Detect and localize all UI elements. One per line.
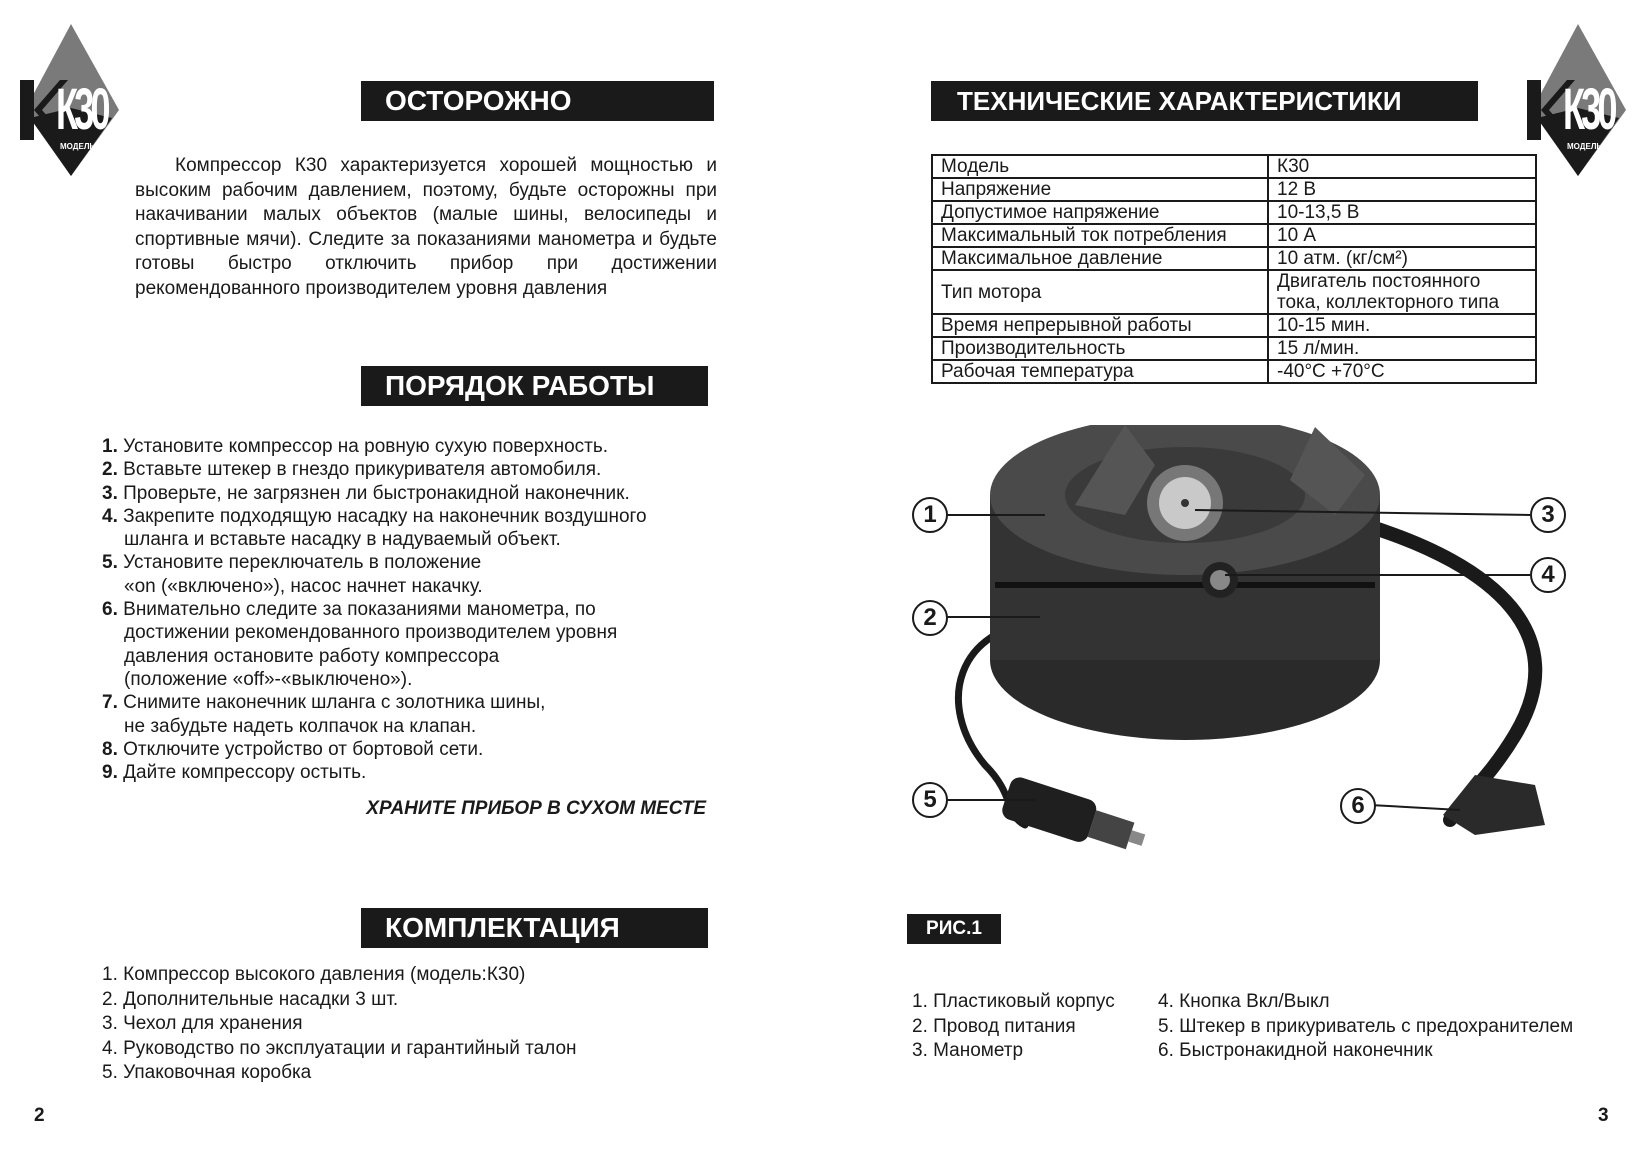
callout-5: 5: [912, 782, 948, 818]
step-number: 9.: [102, 762, 118, 784]
logo-model-label: МОДЕЛЬ: [1567, 142, 1603, 151]
spec-row: [932, 360, 1536, 383]
legend-item: 2. Провод питания: [912, 1015, 1076, 1037]
spec-label: Время непрерывной работы: [932, 314, 1268, 337]
step-number: 2.: [102, 459, 118, 481]
step-number: 7.: [102, 692, 118, 714]
procedure-step: [102, 435, 742, 458]
step-number: 5.: [102, 552, 118, 574]
logo-model-label: МОДЕЛЬ: [60, 142, 96, 151]
logo-left: [20, 20, 122, 180]
kit-item: 1. Компрессор высокого давления (модель:К30): [102, 964, 526, 985]
procedure-step: [102, 458, 742, 481]
procedure-step: [102, 761, 742, 784]
spec-value: 15 л/мин.: [1268, 337, 1536, 360]
step-line: Проверьте, не загрязнен ли быстронакидной наконечник.: [123, 482, 630, 504]
spec-value: 12 В: [1268, 178, 1536, 201]
procedure-step: [102, 482, 742, 505]
step-line: Вставьте штекер в гнездо прикуривателя автомобиля.: [123, 459, 602, 481]
step-line: (положение «off»-«выключено»).: [124, 668, 413, 690]
procedure-heading: ПОРЯДОК РАБОТЫ: [361, 366, 708, 406]
step-line: Внимательно следите за показаниями манометра, по: [123, 599, 596, 621]
callout-3: 3: [1530, 497, 1566, 533]
kit-item: 5. Упаковочная коробка: [102, 1062, 312, 1083]
callout-4: 4: [1530, 557, 1566, 593]
step-number: 4.: [102, 505, 118, 527]
spec-label: Допустимое напряжение: [932, 201, 1268, 224]
step-number: 1.: [102, 436, 118, 457]
spec-heading: ТЕХНИЧЕСКИЕ ХАРАКТЕРИСТИКИ: [931, 81, 1478, 121]
spec-value: 10-15 мин.: [1268, 314, 1536, 337]
step-line: «on («включено»), насос начнет накачку.: [124, 575, 483, 597]
spec-value: К30: [1268, 155, 1536, 178]
callout-6: 6: [1340, 788, 1376, 824]
storage-note: ХРАНИТЕ ПРИБОР В СУХОМ МЕСТЕ: [366, 798, 706, 819]
legend-item: 4. Кнопка Вкл/Выкл: [1158, 991, 1330, 1012]
step-line: Закрепите подходящую насадку на наконечник воздушного: [123, 505, 647, 527]
procedure-step: [102, 505, 742, 552]
callout-2: 2: [912, 600, 948, 636]
spec-row: [932, 201, 1536, 224]
kit-list: [102, 963, 577, 1086]
legend-column-1: [912, 990, 1115, 1064]
spec-label: Максимальный ток потребления: [932, 224, 1268, 247]
step-line: Установите компрессор на ровную сухую поверхность.: [123, 436, 609, 457]
figure-label: РИС.1: [907, 914, 1001, 944]
compressor-figure: [895, 425, 1625, 895]
step-number: 8.: [102, 738, 118, 760]
kit-heading: КОМПЛЕКТАЦИЯ: [361, 908, 708, 948]
spec-label: Максимальное давление: [932, 247, 1268, 270]
step-line: шланга и вставьте насадку в надуваемый объект.: [124, 529, 561, 551]
spec-label: Модель: [932, 155, 1268, 178]
page-number-right: 3: [1598, 1105, 1609, 1126]
procedure-steps: [102, 435, 742, 784]
spec-label: Производительность: [932, 337, 1268, 360]
procedure-step: [102, 598, 742, 691]
step-line: достижении рекомендованного производителем уровня: [124, 622, 618, 644]
spec-row: [932, 155, 1536, 178]
spec-row: [932, 178, 1536, 201]
step-line: Отключите устройство от бортовой сети.: [123, 738, 484, 760]
page-number-left: 2: [34, 1105, 45, 1126]
step-line: Дайте компрессору остыть.: [123, 762, 367, 784]
spec-value: -40°C +70°C: [1268, 360, 1536, 383]
logo-model-text: К30: [56, 77, 107, 142]
kit-item: 2. Дополнительные насадки 3 шт.: [102, 988, 399, 1010]
spec-value: 10-13,5 В: [1268, 201, 1536, 224]
legend-item: 3. Манометр: [912, 1040, 1024, 1061]
spec-value: 10 атм. (кг/см²): [1268, 247, 1536, 270]
spec-row: [932, 224, 1536, 247]
spec-label: Рабочая температура: [932, 360, 1268, 383]
spec-row: [932, 247, 1536, 270]
step-line: не забудьте надеть колпачок на клапан.: [124, 715, 477, 737]
logo-model-text: К30: [1563, 77, 1614, 142]
step-number: 6.: [102, 599, 118, 621]
step-number: 3.: [102, 482, 118, 504]
caution-text: Компрессор К30 характеризуется хорошей мощностью и высоким рабочим давлением, поэтому, будьте осторожны при накачивании малых объектов (малые шины, велосипеды и спортивные мячи). Следите за показаниями манометра и будьте готовы быстро отключить прибор при достижении рекомендованного производителем уровня давления: [135, 155, 717, 299]
spec-label: Тип мотора: [932, 270, 1268, 314]
step-line: Снимите наконечник шланга с золотника шины,: [123, 692, 546, 714]
step-line: давления остановите работу компрессора: [124, 645, 500, 667]
callout-1: 1: [912, 497, 948, 533]
spec-table: [931, 154, 1537, 384]
spec-row: [932, 270, 1536, 314]
step-line: Установите переключатель в положение: [123, 552, 482, 574]
legend-column-2: [1158, 990, 1573, 1064]
spec-value: 10 А: [1268, 224, 1536, 247]
spec-label: Напряжение: [932, 178, 1268, 201]
legend-item: 5. Штекер в прикуриватель с предохранителем: [1158, 1015, 1574, 1037]
logo-right: [1527, 20, 1629, 180]
spec-row: [932, 337, 1536, 360]
procedure-step: [102, 551, 742, 598]
legend-item: 1. Пластиковый корпус: [912, 991, 1115, 1012]
kit-item: 3. Чехол для хранения: [102, 1013, 303, 1034]
kit-item: 4. Руководство по эксплуатации и гарантийный талон: [102, 1037, 577, 1059]
spec-value: Двигатель постоянного тока, коллекторного типа: [1268, 270, 1536, 314]
legend-item: 6. Быстронакидной наконечник: [1158, 1040, 1433, 1061]
caution-heading: ОСТОРОЖНО: [361, 81, 714, 121]
procedure-step: [102, 738, 742, 761]
spec-row: [932, 314, 1536, 337]
procedure-step: [102, 691, 742, 738]
